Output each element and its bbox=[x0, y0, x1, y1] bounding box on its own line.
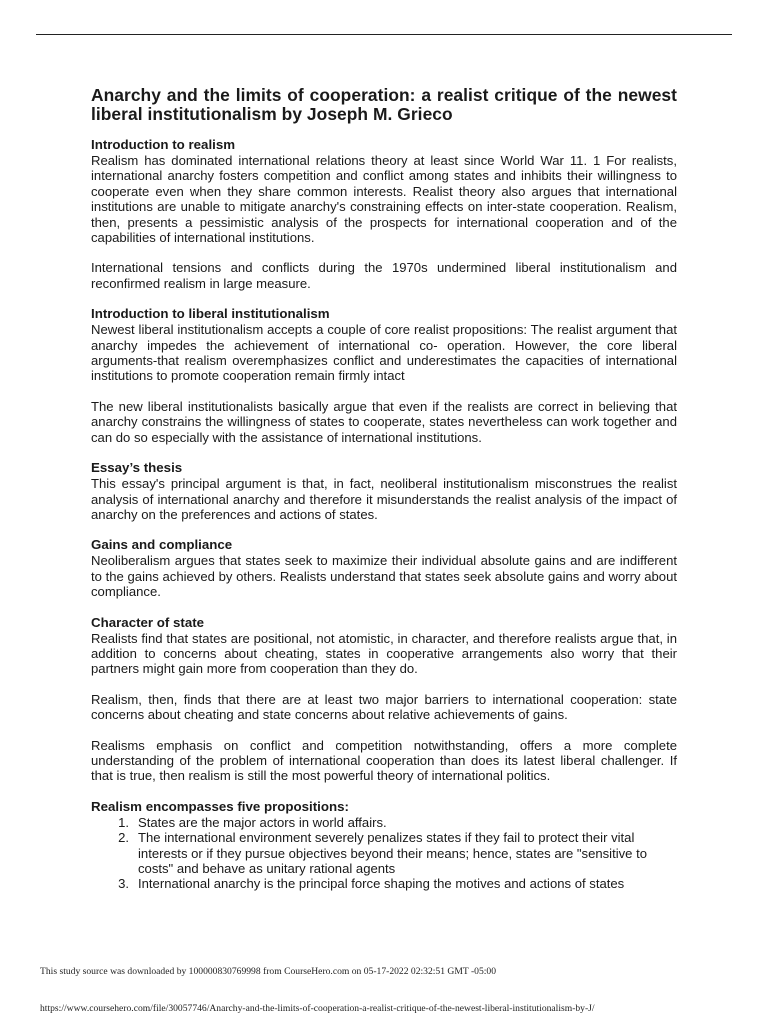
section-propositions bbox=[91, 799, 677, 892]
propositions-list bbox=[91, 815, 677, 892]
paragraph: Realism, then, finds that there are at least two major barriers to international cooperation: state concerns about cheating and state concerns about relative achievements of gains. bbox=[91, 691, 677, 723]
section-heading: Character of state bbox=[91, 614, 205, 630]
paragraph: Realism has dominated international relations theory at least since World War 11. 1 For realists, international anarchy fosters competition and conflict among states and inhibits their willingness to cooperate even when they share common interests. Realist theory also argues that international institutions are unable to mitigate anarchy's constraining effects on inter-state cooperation. Realism, then, presents a pessimistic analysis of the prospects for international cooperation and of the capabilities of international institutions. bbox=[91, 153, 677, 246]
paragraph: The new liberal institutionalists basically argue that even if the realists are correct in believing that anarchy constrains the willingness of states to cooperate, states nevertheless can work together and can do so especially with the assistance of international institutions. bbox=[91, 398, 677, 445]
document-title: Anarchy and the limits of cooperation: a realist critique of the newest liberal institutionalism by Joseph M. Grieco bbox=[91, 85, 677, 124]
section-heading: Gains and compliance bbox=[91, 537, 233, 553]
top-divider bbox=[36, 34, 732, 35]
section-introduction-realism bbox=[91, 137, 677, 291]
list-number: 2. bbox=[118, 830, 129, 846]
paragraph: International tensions and conflicts during the 1970s undermined liberal institutionalism and reconfirmed realism in large measure. bbox=[91, 260, 677, 291]
download-note: This study source was downloaded by 100000830769998 from CourseHero.com on 05-17-2022 02:32:51 GMT -05:00 bbox=[40, 966, 497, 977]
list-number: 3. bbox=[118, 876, 129, 892]
list-text: States are the major actors in world affairs. bbox=[138, 814, 387, 830]
list-text: The international environment severely penalizes states if they fail to protect their vital interests or if they pursue objectives beyond their means; hence, states are "sensitive to costs" and behave as unitary rational agents bbox=[138, 830, 648, 876]
list-item bbox=[91, 815, 677, 830]
list-text: International anarchy is the principal force shaping the motives and actions of states bbox=[138, 876, 625, 892]
list-number: 1. bbox=[118, 814, 129, 830]
section-essay-thesis bbox=[91, 460, 677, 522]
list-item bbox=[91, 876, 677, 891]
section-heading: Essay’s thesis bbox=[91, 460, 183, 476]
list-item bbox=[91, 830, 677, 876]
source-url[interactable]: https://www.coursehero.com/file/30057746/Anarchy-and-the-limits-of-cooperation-a-realist-critique-of-the-newest-liberal-institutionalism-by-J/ bbox=[40, 1003, 595, 1014]
section-heading: Introduction to realism bbox=[91, 137, 236, 152]
section-gains-compliance bbox=[91, 537, 677, 599]
section-introduction-liberal-institutionalism bbox=[91, 306, 677, 445]
paragraph: Newest liberal institutionalism accepts a couple of core realist propositions: The realist argument that anarchy impedes the achievement of international co- operation. However, the core liberal arguments-that realism overemphasizes conflict and underestimates the capacities of international institutions to promote cooperation remain firmly intact bbox=[91, 322, 677, 384]
paragraph: Realists find that states are positional, not atomistic, in character, and therefore realists argue that, in addition to concerns about cheating, states in cooperative arrangements also worry that their partners might gain more from cooperation than they do. bbox=[91, 630, 677, 677]
paragraph: Neoliberalism argues that states seek to maximize their individual absolute gains and are indifferent to the gains achieved by others. Realists understand that states seek absolute gains and worry about compliance. bbox=[91, 553, 677, 600]
document-body bbox=[91, 86, 677, 892]
section-heading: Realism encompasses five propositions: bbox=[91, 798, 349, 814]
paragraph: Realisms emphasis on conflict and competition notwithstanding, offers a more complete understanding of the problem of international cooperation than does its latest liberal challenger. If that is true, then realism is still the most powerful theory of international politics. bbox=[91, 737, 677, 784]
paragraph: This essay's principal argument is that, in fact, neoliberal institutionalism misconstrues the realist analysis of international anarchy and therefore it misunderstands the realist analysis of the impact of anarchy on the preferences and actions of states. bbox=[91, 476, 677, 522]
section-heading: Introduction to liberal institutionalism bbox=[91, 306, 330, 322]
section-character-of-state bbox=[91, 615, 677, 784]
